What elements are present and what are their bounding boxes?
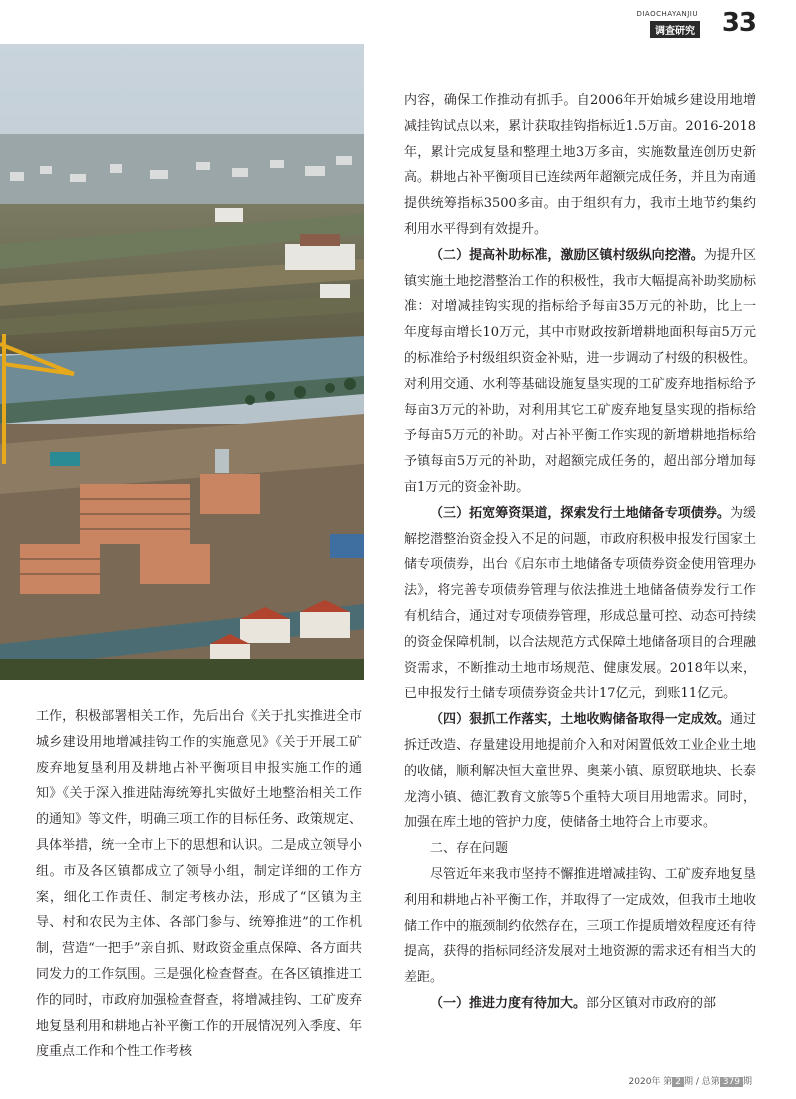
paragraph-implementation [404,707,756,836]
body-subsidy: 为提升区镇实施土地挖潜整治工作的积极性，我市大幅提高补助奖励标准：对增减挂钩实现的指标给予每亩35万元的补助，比上一年度每亩增长10万元，其中市财政按新增耕地面积每亩5万元的标准给予村级组织资金补贴，进一步调动了村级的积极性。对利用交通、水利等基础设施复垦实现的工矿废弃地指标给予每亩3万元的补助，对利用其它工矿废弃地复垦实现的指标给予每亩5万元的补助。对占补平衡工作实现的新增耕地指标给予镇每亩5万元的补助，对超额完成任务的，超出部分增加每亩1万元的资金补助。 [404,247,756,495]
heading-financing: （三）拓宽筹资渠道，探索发行土地储备专项债券。 [430,505,730,521]
paragraph-left: 工作，积极部署相关工作，先后出台《关于扎实推进全市城乡建设用地增减挂钩工作的实施意见》《关于开展工矿废弃地复垦利用及耕地占补平衡项目申报实施工作的通知》《关于深入推进陆海统筹扎实做好土地整治相关工作的通知》等文件，明确三项工作的目标任务、政策规定、具体举措，统一全市上下的思想和认识。二是成立领导小组。市及各区镇都成立了领导小组，制定详细的工作方案，细化工作责任、制定考核办法，形成了“区镇为主导、村和农民为主体、各部门参与、统筹推进”的工作机制，营造“一把手”亲自抓、财政资金重点保障、各方面共同发力的工作氛围。三是强化检查督查。在各区镇推进工作的同时，市政府加强检查督查，将增减挂钩、工矿废弃地复垦利用和耕地占补平衡工作的开展情况列入季度、年度重点工作和个性工作考核 [36,709,362,1060]
paragraph-problems: 尽管近年来我市坚持不懈推进增减挂钩、工矿废弃地复垦利用和耕地占补平衡工作，并取得了一定成效，但我市土地收储工作中的瓶颈制约依然存在，三项工作提质增效程度还有待提高，获得的指标同经济发展对土地资源的需求还有相当大的差距。 [404,866,756,986]
right-text-column [404,88,756,1017]
heading-subsidy: （二）提高补助标准，激励区镇村级纵向挖潜。 [430,247,704,263]
paragraph-progress [404,991,756,1017]
heading-progress: （一）推进力度有待加大。 [430,995,587,1011]
paragraph-subsidy [404,243,756,501]
paragraph-financing [404,501,756,707]
page-footer [629,1074,752,1087]
left-text-column [36,704,362,1065]
aerial-land-photo-icon [0,44,364,680]
paragraph-intro: 内容，确保工作推动有抓手。自2006年开始城乡建设用地增减挂钩试点以来，累计获取挂钩指标近1.5万亩。2016-2018年，累计完成复垦和整理土地3万多亩，实施数量连创历史新高。耕地占补平衡项目已连续两年超额完成任务，并且为南通提供统筹指标3500多亩。由于组织有力，我市土地节约集约利用水平得到有效提升。 [404,93,756,237]
footer-year: 2020年 第 [628,1077,673,1087]
section-title-problems: 二、存在问题 [430,841,509,857]
body-implementation: 通过拆迁改造、存量建设用地提前介入和对闲置低效工业企业土地的收储，顺利解决恒大童世界、奥莱小镇、原贸联地块、长泰龙湾小镇、德汇教育文旅等5个重特大项目用地需求。同时，加强在库土地的管护力度，使储备土地符合上市要求。 [404,712,756,831]
footer-mid: 期 / 总第 [684,1077,720,1087]
footer-issue: 2 [672,1077,684,1087]
page-number: 33 [721,8,756,38]
page-header [596,8,756,38]
footer-total: 379 [720,1077,743,1087]
body-financing: 为缓解挖潜整治资金投入不足的问题，市政府积极申报发行国家土储专项债券，出台《启东市土地储备专项债券资金使用管理办法》，将完善专项债券管理与依法推进土地储备债券发行工作有机结合，通过对专项债券管理，形成总量可控、动态可持续的资金保障机制，以合法规范方式保障土地储备项目的合理融资需求，不断推动土地市场规范、健康发展。2018年以来，已申报发行土储专项债券资金共计17亿元，到账11亿元。 [404,505,756,702]
header-section-label: 调查研究 [650,21,700,38]
body-progress: 部分区镇对市政府的部 [586,995,717,1011]
heading-implementation: （四）狠抓工作落实，土地收购储备取得一定成效。 [430,712,730,728]
header-pinyin: DIAOCHAYANJIU [636,10,698,18]
footer-end: 期 [742,1077,752,1087]
